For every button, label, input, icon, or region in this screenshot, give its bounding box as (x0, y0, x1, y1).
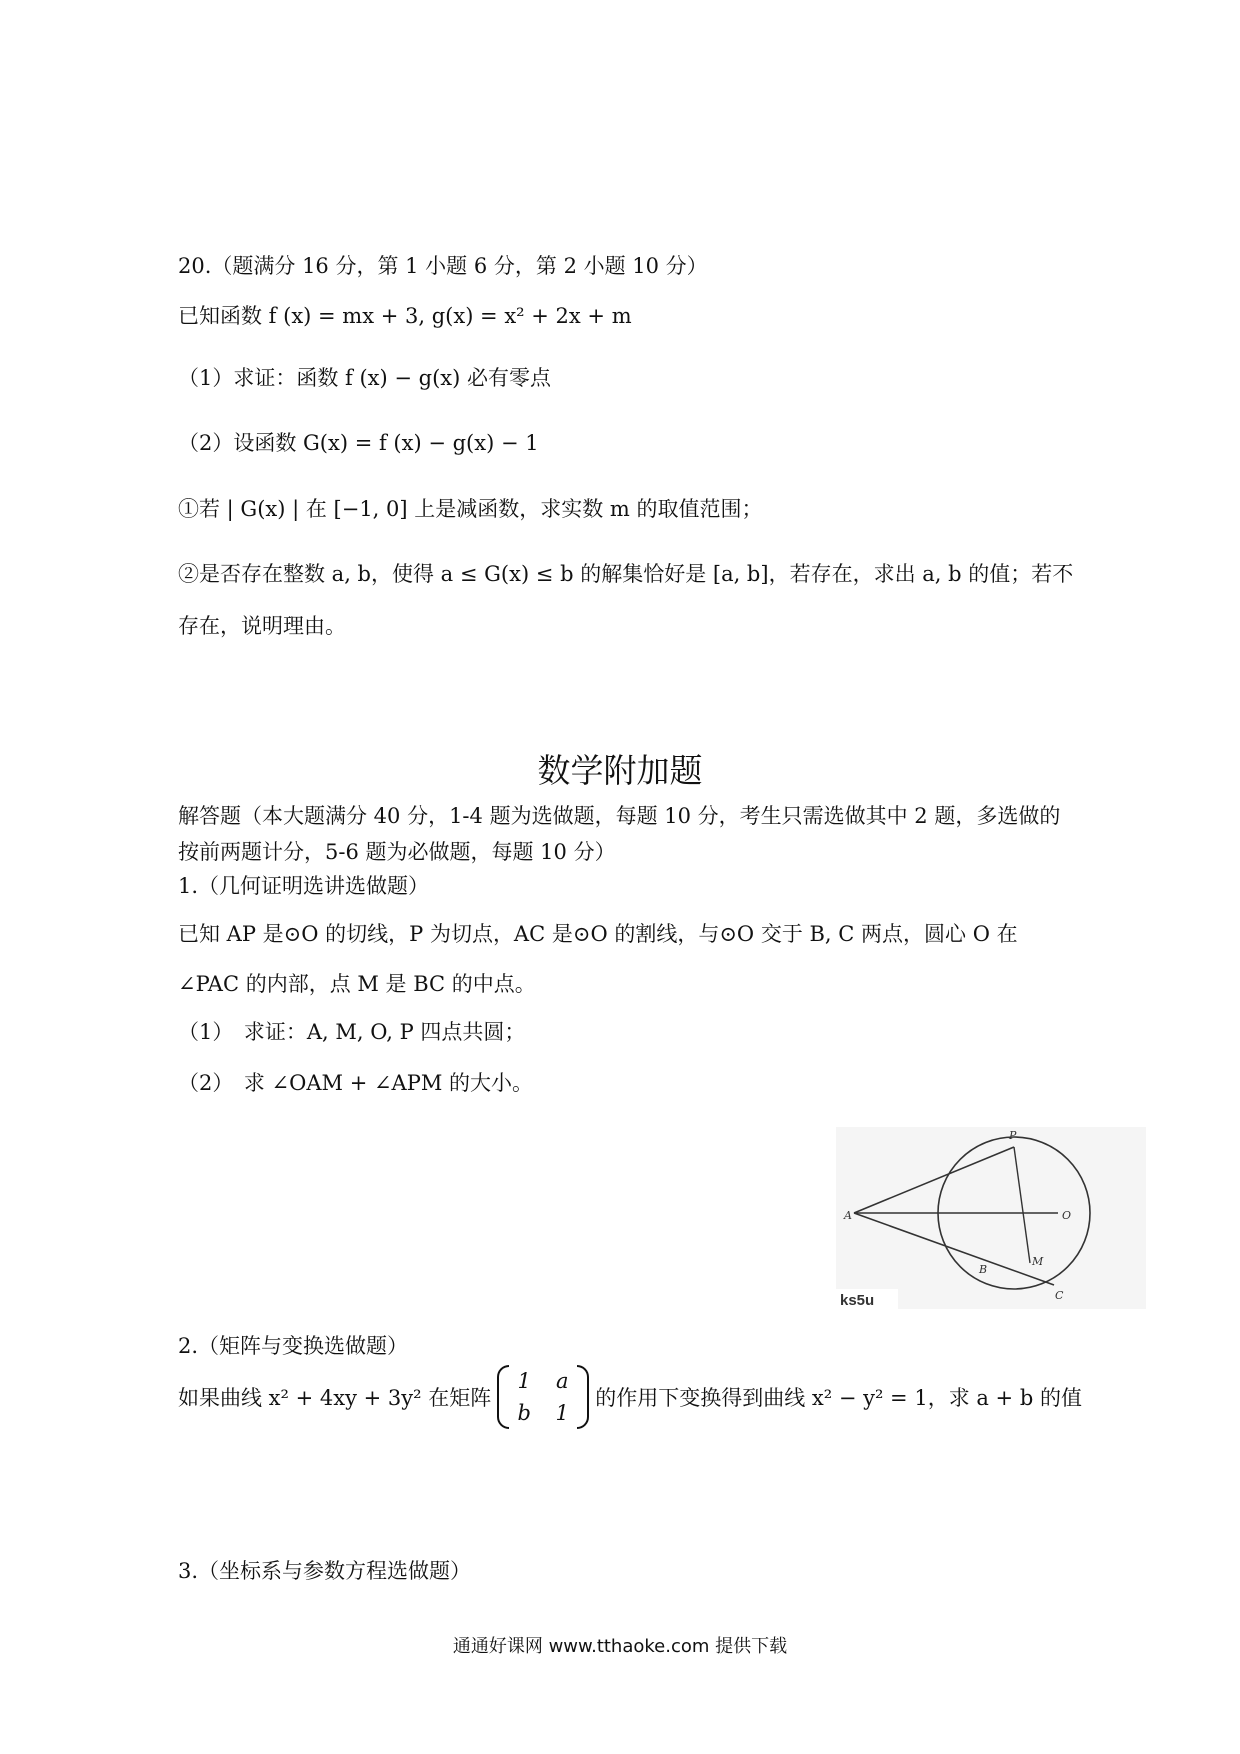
q20-given-functions: 已知函数 f (x) = mx + 3, g(x) = x² + 2x + m (178, 304, 632, 328)
q20-sub1: ①若 | G(x) | 在 [−1, 0] 上是减函数，求实数 m 的取值范围； (178, 497, 763, 521)
q20-header: 20.（题满分 16 分，第 1 小题 6 分，第 2 小题 10 分） (178, 254, 708, 278)
p2-pre: 如果曲线 x² + 4xy + 3y² 在矩阵 (178, 1386, 492, 1410)
q20-sub2-line1: ②是否存在整数 a, b，使得 a ≤ G(x) ≤ b 的解集恰好是 [a, b]，若存在，求出 a, b 的值；若不 (178, 562, 1074, 586)
matrix-cell-11: 1 (517, 1369, 531, 1393)
label-o: O (1062, 1209, 1072, 1222)
p2-header: 2.（矩阵与变换选做题） (178, 1334, 409, 1358)
watermark-text: ks5u (840, 1292, 875, 1309)
p1-part1: （1） 求证：A, M, O, P 四点共圆； (178, 1020, 526, 1044)
q20-part2: （2）设函数 G(x) = f (x) − g(x) − 1 (178, 431, 539, 455)
appendix-intro: 解答题（本大题满分 40 分，1-4 题为选做题，每题 10 分，考生只需选做其中 2 题，多选做的按前两题计分，5-6 题为必做题，每题 10 分） (178, 804, 1061, 864)
q20-part1: （1）求证：函数 f (x) − g(x) 必有零点 (178, 366, 552, 390)
transform-matrix (497, 1365, 589, 1429)
p3-header: 3.（坐标系与参数方程选做题） (178, 1559, 472, 1583)
tangent-ap (854, 1147, 1014, 1213)
appendix-title: 数学附加题 (537, 751, 703, 790)
p2-body (178, 1362, 1082, 1432)
label-b: B (979, 1263, 988, 1276)
geometry-figure (836, 1127, 1146, 1309)
label-a: A (844, 1209, 852, 1222)
matrix-cell-22: 1 (555, 1401, 569, 1425)
p1-header: 1.（几何证明选讲选做题） (178, 874, 430, 898)
p1-line1: 已知 AP 是⊙O 的切线，P 为切点，AC 是⊙O 的割线，与⊙O 交于 B, C 两点，圆心 O 在 (178, 922, 1018, 946)
p1-part2: （2） 求 ∠OAM + ∠APM 的大小。 (178, 1071, 534, 1095)
label-c: C (1055, 1289, 1064, 1302)
matrix-cell-21: b (517, 1401, 531, 1425)
label-m: M (1032, 1255, 1044, 1268)
p2-post: 的作用下变换得到曲线 x² − y² = 1，求 a + b 的值 (595, 1386, 1082, 1410)
matrix-cell-12: a (555, 1369, 569, 1393)
page-footer: 通通好课网 www.tthaoke.com 提供下载 (452, 1636, 788, 1657)
label-p: P (1009, 1129, 1017, 1142)
p1-line2: ∠PAC 的内部，点 M 是 BC 的中点。 (178, 972, 536, 996)
segment-pm (1014, 1147, 1030, 1263)
circle-tangent-secant-diagram (836, 1127, 1146, 1309)
q20-sub2-line2: 存在，说明理由。 (178, 614, 346, 638)
